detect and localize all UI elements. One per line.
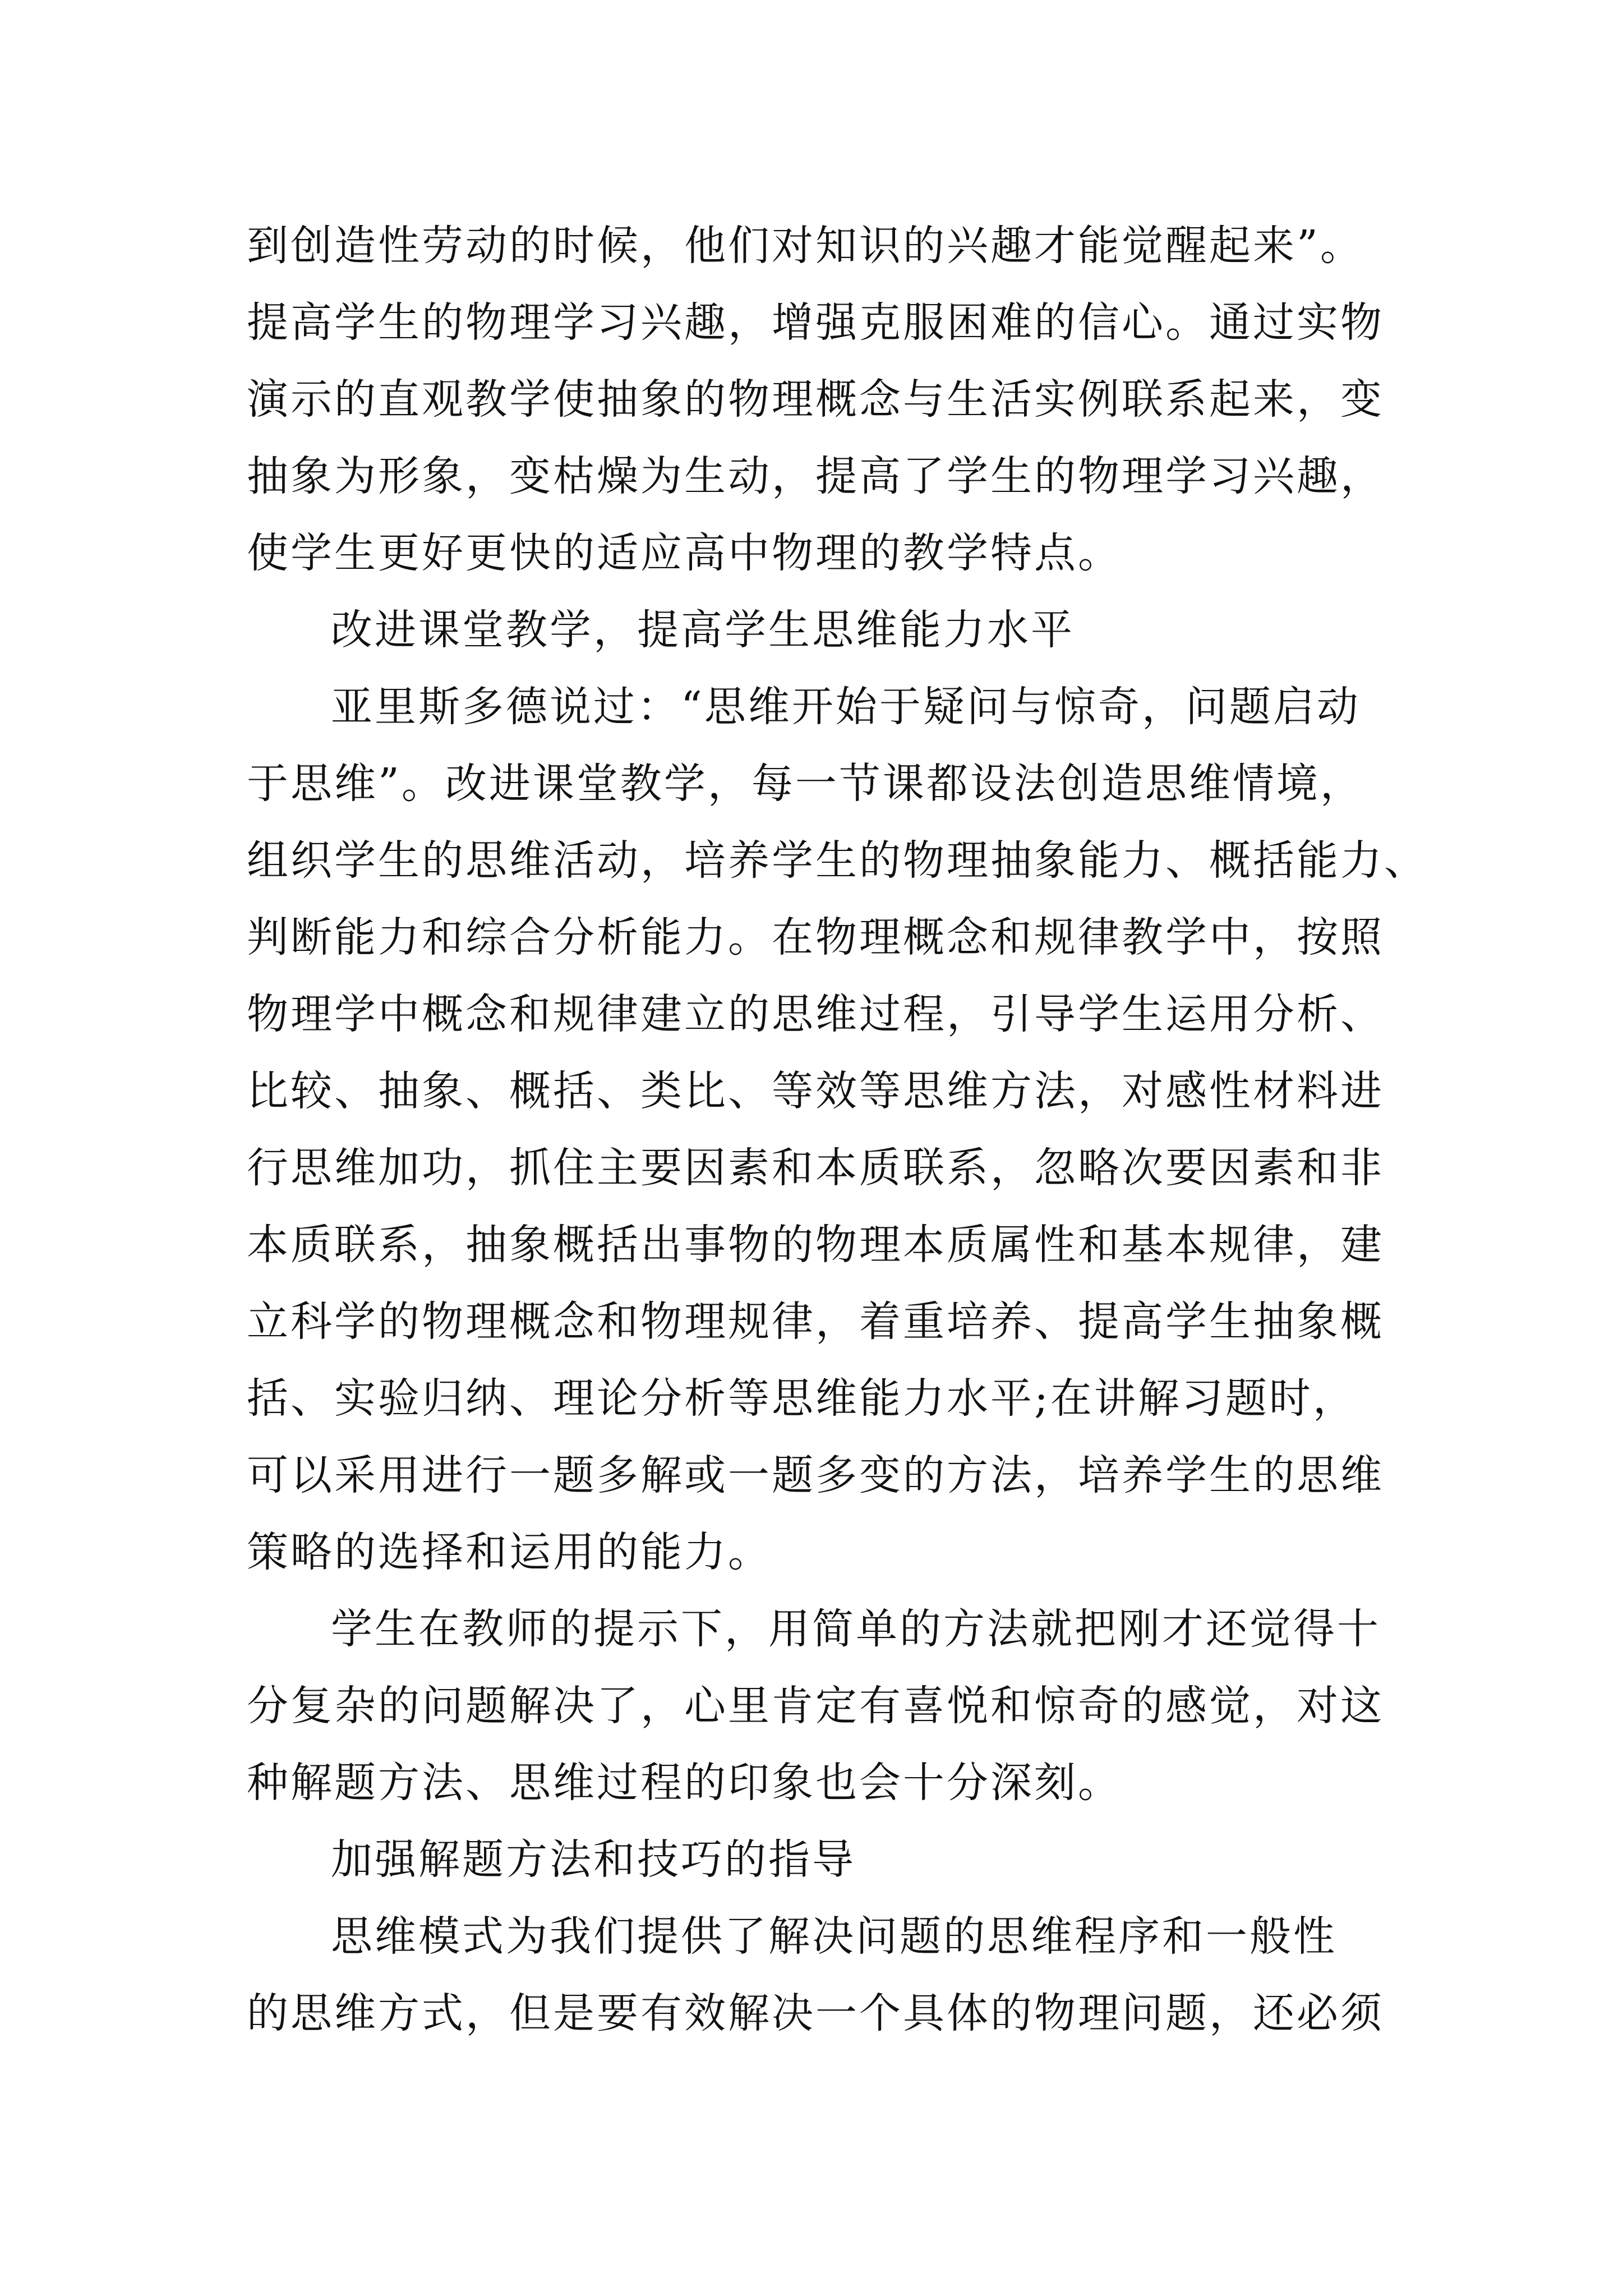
text-line: 使学生更好更快的适应高中物理的教学特点。 [247, 529, 1122, 577]
text-line: 亚里斯多德说过：“思维开始于疑问与惊奇，问题启动 [331, 683, 1361, 731]
text-line: 策略的选择和运用的能力。 [247, 1528, 772, 1576]
text-line: 种解题方法、思维过程的印象也会十分深刻。 [247, 1759, 1122, 1807]
text-line: 于思维”。改进课堂教学，每一节课都设法创造思维情境， [247, 760, 1364, 808]
text-line: 思维模式为我们提供了解决问题的思维程序和一般性 [331, 1912, 1337, 1961]
text-line: 抽象为形象，变枯燥为生动，提高了学生的物理学习兴趣， [247, 452, 1384, 500]
text-line: 演示的直观教学使抽象的物理概念与生活实例联系起来，变 [247, 375, 1384, 424]
text-line: 本质联系，抽象概括出事物的物理本质属性和基本规律，建 [247, 1221, 1384, 1269]
text-line: 行思维加功，抓住主要因素和本质联系，忽略次要因素和非 [247, 1144, 1384, 1192]
text-line: 立科学的物理概念和物理规律，着重培养、提高学生抽象概 [247, 1297, 1384, 1346]
text-line: 判断能力和综合分析能力。在物理概念和规律教学中，按照 [247, 913, 1384, 961]
text-line: 比较、抽象、概括、类比、等效等思维方法，对感性材料进 [247, 1067, 1384, 1115]
document-body [247, 208, 1428, 2052]
text-line: 分复杂的问题解决了，心里肯定有喜悦和惊奇的感觉，对这 [247, 1682, 1384, 1730]
text-line: 到创造性劳动的时候，他们对知识的兴趣才能觉醒起来”。 [247, 222, 1364, 270]
text-line: 提高学生的物理学习兴趣，增强克服困难的信心。通过实物 [247, 298, 1384, 347]
text-line: 加强解题方法和技巧的指导 [331, 1835, 856, 1884]
text-line: 的思维方式，但是要有效解决一个具体的物理问题，还必须 [247, 1989, 1384, 2037]
text-line: 物理学中概念和规律建立的思维过程，引导学生运用分析、 [247, 990, 1384, 1038]
text-line: 学生在教师的提示下，用简单的方法就把刚才还觉得十 [331, 1605, 1381, 1653]
text-line: 可以采用进行一题多解或一题多变的方法，培养学生的思维 [247, 1451, 1384, 1499]
text-line: 改进课堂教学，提高学生思维能力水平 [331, 606, 1075, 654]
text-line: 括、实验归纳、理论分析等思维能力水平;在讲解习题时， [247, 1374, 1357, 1423]
text-line: 组织学生的思维活动，培养学生的物理抽象能力、概括能力、 [247, 836, 1428, 885]
